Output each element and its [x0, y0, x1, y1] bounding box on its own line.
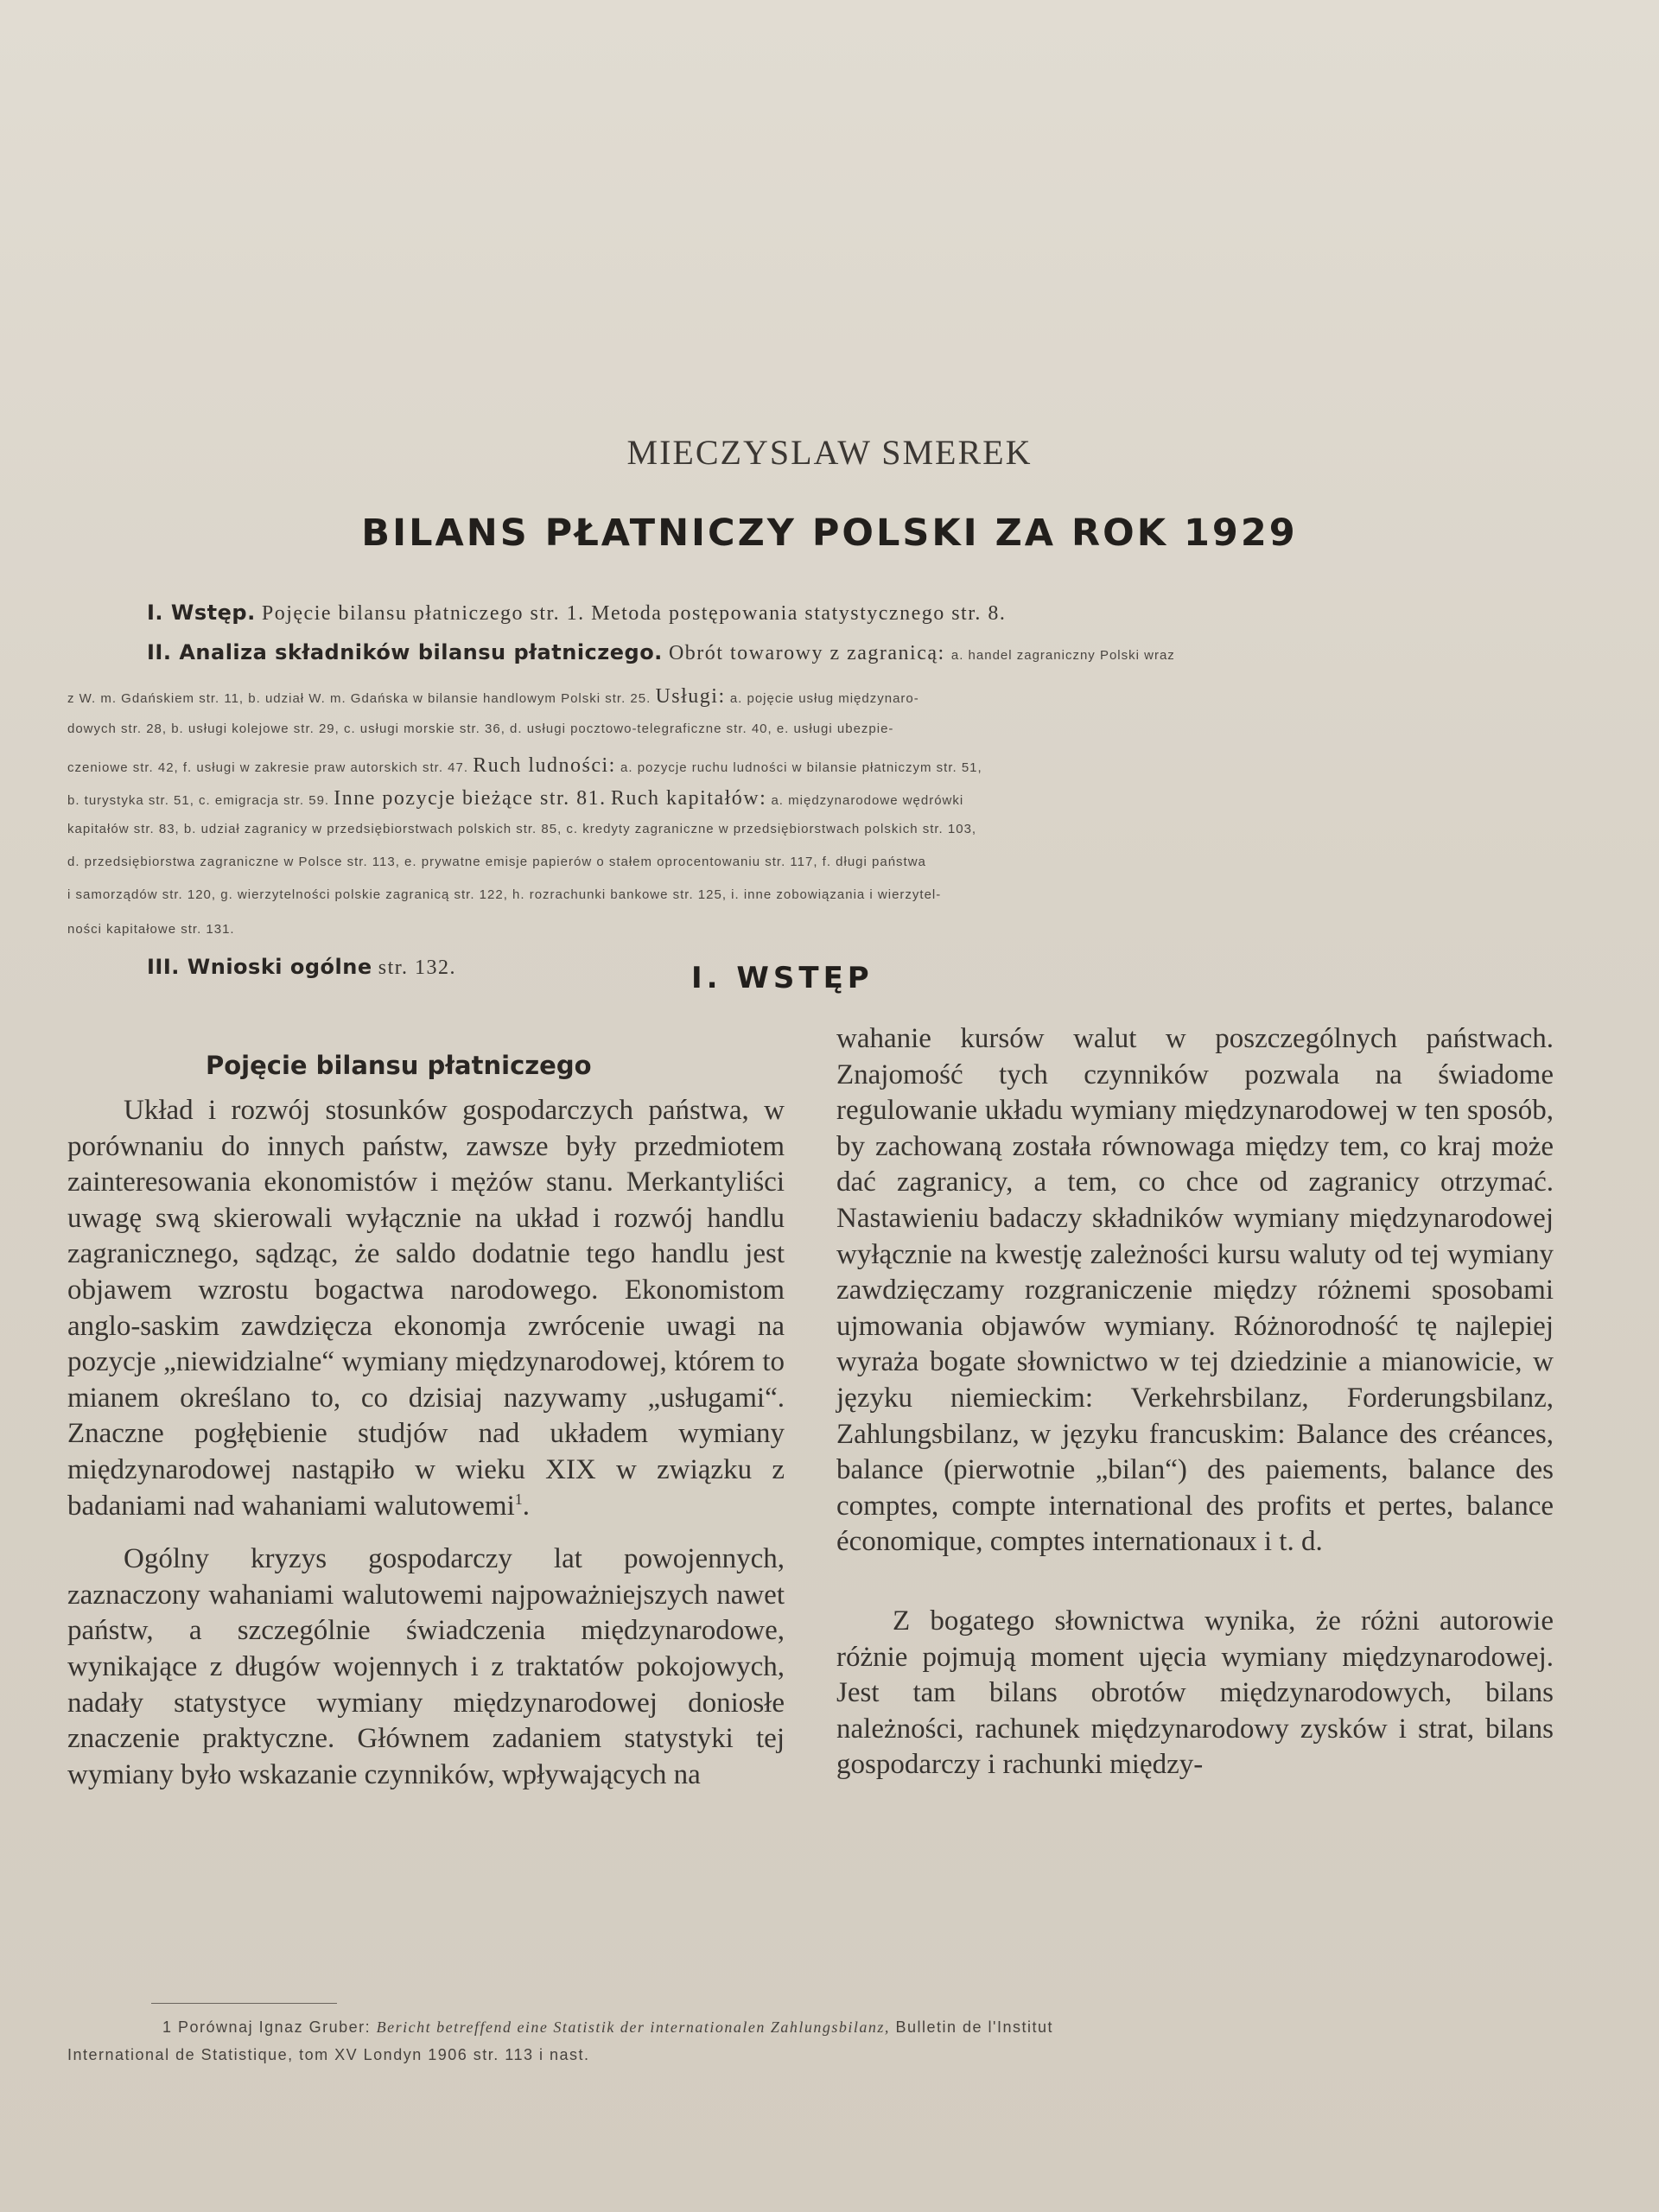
right-paragraph-2: Z bogatego słownictwa wynika, że różni autorowie różnie pojmują moment ujęcia wymiany międzynarodowej. Jest tam bilans obrotów międzynarodowych, bilans należności, rachunek międzynarodowy zysków i strat, bilans gospodarczy i rachunki między- [836, 1605, 1554, 1781]
footnote-publication: Bulletin de l'Institut [895, 2018, 1053, 2036]
toc-line-5 [67, 754, 982, 778]
toc-section-1: I. Wstęp. [147, 601, 256, 625]
toc-section-1-text: Pojęcie bilansu płatniczego str. 1. Metoda postępowania statystycznego str. 8. [261, 602, 1007, 625]
footnote-line-2: International de Statistique, tom XV Londyn 1906 str. 113 i nast. [67, 2046, 590, 2063]
toc-inne-pozycje: Inne pozycje bieżące str. 81. [334, 787, 607, 810]
left-paragraph-1 [67, 1093, 785, 1524]
left-paragraph-2: Ogólny kryzys gospodarczy lat powojennych, zaznaczony wahaniami walutowemi najpoważniejszych nawet państw, a szczególnie świadczenia międzynarodowe, wynikające z długów wojennych i z traktatów pokojowych, nadały statystyce wymiany międzynarodowej doniosłe znaczenie praktyczne. Głównem zadaniem statystyki tej wymiany było wskazanie czynników, wpływających na [67, 1543, 785, 1790]
toc-line-9: i samorządów str. 120, g. wierzytelności polskie zagranicą str. 122, h. rozrachunki bankowe str. 125, i. inne zobowiązania i wierzytel- [67, 887, 942, 902]
left-column [67, 1093, 785, 1793]
toc-ruch-kapitalow: Ruch kapitałów: [610, 787, 767, 810]
toc-line-4: dowych str. 28, b. usługi kolejowe str. 29, c. usługi morskie str. 36, d. usługi pocztowo-telegraficzne str. 40, e. usługi ubezpie- [67, 721, 894, 736]
subsection-heading: Pojęcie bilansu płatniczego [206, 1051, 592, 1080]
toc-line-11 [147, 955, 456, 980]
toc-line-3 [67, 685, 919, 709]
toc-line-10: ności kapitałowe str. 131. [67, 922, 235, 937]
toc-line-5-c: a. pozycje ruchu ludności w bilansie płatniczym str. 51, [620, 760, 982, 775]
toc-line-6-a: b. turystyka str. 51, c. emigracja str. 59. [67, 793, 330, 808]
left-paragraph-1-text: Układ i rozwój stosunków gospodarczych państwa, w porównaniu do innych państw, zawsze były przedmiotem zainteresowania ekonomistów i mężów stanu. Merkantyliści uwagę swą skierowali wyłącznie na układ i rozwój handlu zagranicznego, sądząc, że saldo dodatnie tego handlu jest objawem wzrostu bogactwa narodowego. Ekonomistom anglo-saskim zawdzięcza ekonomja zwrócenie uwagi na pozycje „niewidzialne“ wymiany międzynarodowej, którem to mianem określano to, co dzisiaj nazywamy „usługami“. Znaczne pogłębienie studjów nad układem wymiany międzynarodowej nastąpiło w wieku XIX w związku z badaniami nad wahaniami walutowemi [67, 1095, 785, 1522]
toc-line-5-a: czeniowe str. 42, f. usługi w zakresie praw autorskich str. 47. [67, 760, 469, 775]
toc-obrot-towarowy: Obrót towarowy z zagranicą: [668, 642, 945, 664]
toc-line-3-c: a. pojęcie usług międzynaro- [729, 691, 919, 706]
toc-line-6-d: a. międzynarodowe wędrówki [771, 793, 964, 808]
toc-section-3: III. Wnioski ogólne [147, 955, 372, 979]
toc-section-3-text: str. 132. [378, 957, 456, 979]
footnote-line-1 [67, 2013, 1588, 2041]
toc-section-2: II. Analiza składników bilansu płatniczego. [147, 640, 663, 664]
footnote-reference: 1 [514, 1490, 523, 1508]
toc-uslugi: Usługi: [655, 685, 726, 708]
footnote-number: 1 [162, 2018, 173, 2036]
toc-ruch-ludnosci: Ruch ludności: [473, 754, 616, 777]
left-paragraph-1-end: . [522, 1490, 531, 1522]
footnote-title: Bericht betreffend eine Statistik der internationalen Zahlungsbilanz, [376, 2018, 890, 2036]
footnote-author: Porównaj Ignaz Gruber: [178, 2018, 372, 2036]
footnote-divider [151, 2003, 337, 2004]
toc-line-3-a: z W. m. Gdańskiem str. 11, b. udział W. m. Gdańska w bilansie handlowym Polski str. 25. [67, 691, 652, 706]
right-column [836, 1021, 1554, 1783]
author-name: MIECZYSLAW SMEREK [626, 433, 1033, 472]
toc-handel: a. handel zagraniczny Polski wraz [950, 648, 1175, 663]
toc-line-1 [147, 601, 1006, 626]
footnote [67, 2013, 1588, 2069]
article-title: BILANS PŁATNICZY POLSKI ZA ROK 1929 [361, 512, 1298, 555]
right-paragraph-1: wahanie kursów walut w poszczególnych państwach. Znajomość tych czynników pozwala na świadome regulowanie układu wymiany międzynarodowej w ten sposób, by zachowaną została równowaga między tem, co kraj może dać zagranicy, a tem, co chce od zagranicy otrzymać. Nastawieniu badaczy składników wymiany międzynarodowej wyłącznie na kwestję zależności kursu waluty od tej wymiany zawdzięczamy rozgraniczenie między różnemi sposobami ujmowania objawów wymiany. Różnorodność tę najlepiej wyraża bogate słownictwo w tej dziedzinie a mianowicie, w języku niemieckim: Verkehrsbilanz, Forderungsbilanz, Zahlungsbilanz, w języku francuskim: Balance des créances, balance (pierwotnie „bilan“) des paiements, balance des comptes, compte international des profits et pertes, balance économique, comptes internationaux i t. d. [836, 1023, 1554, 1558]
toc-line-8: d. przedsiębiorstwa zagraniczne w Polsce str. 113, e. prywatne emisje papierów o stałem oprocentowaniu str. 117, f. długi państwa [67, 855, 926, 869]
toc-line-2 [147, 640, 1175, 665]
toc-line-6 [67, 787, 963, 810]
section-heading: I. WSTĘP [691, 961, 874, 995]
toc-line-7: kapitałów str. 83, b. udział zagranicy w przedsiębiorstwach polskich str. 85, c. kredyty zagraniczne w przedsiębiorstwach polskich str. 103, [67, 822, 977, 836]
